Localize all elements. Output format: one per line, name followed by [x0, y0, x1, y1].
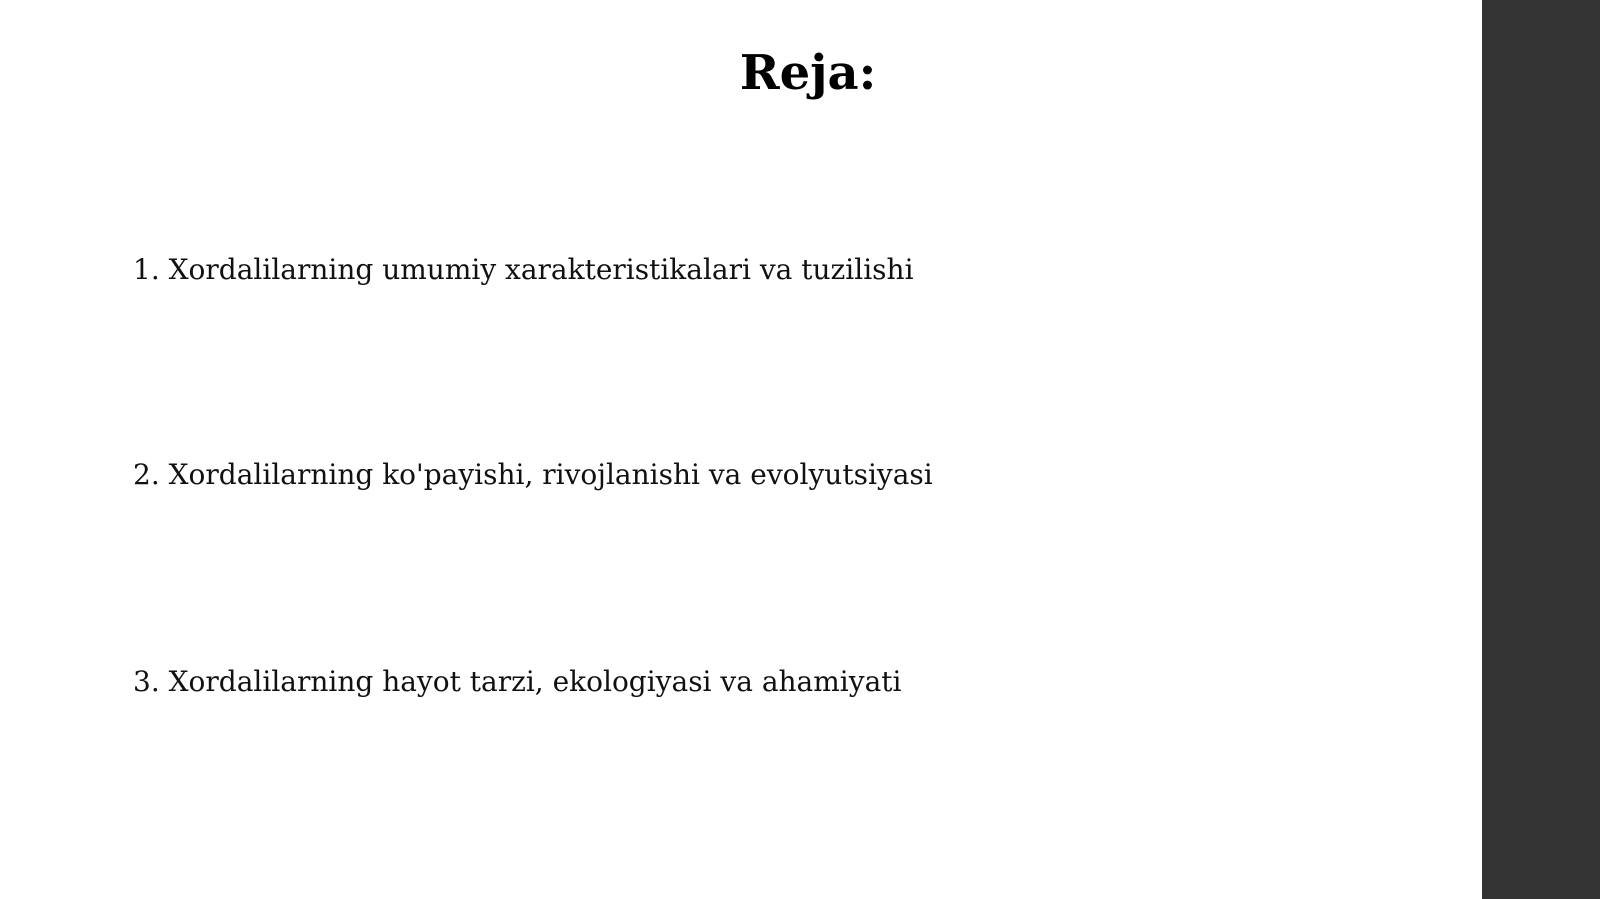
slide-title: Reja: [739, 45, 877, 101]
plan-item-3: 3. Xordalilarning hayot tarzi, ekologiyasi va ahamiyati [133, 665, 902, 698]
side-panel [1482, 0, 1600, 899]
plan-item-2: 2. Xordalilarning ko'payishi, rivojlanishi va evolyutsiyasi [133, 458, 933, 491]
plan-item-1: 1. Xordalilarning umumiy xarakteristikalari va tuzilishi [133, 253, 914, 286]
